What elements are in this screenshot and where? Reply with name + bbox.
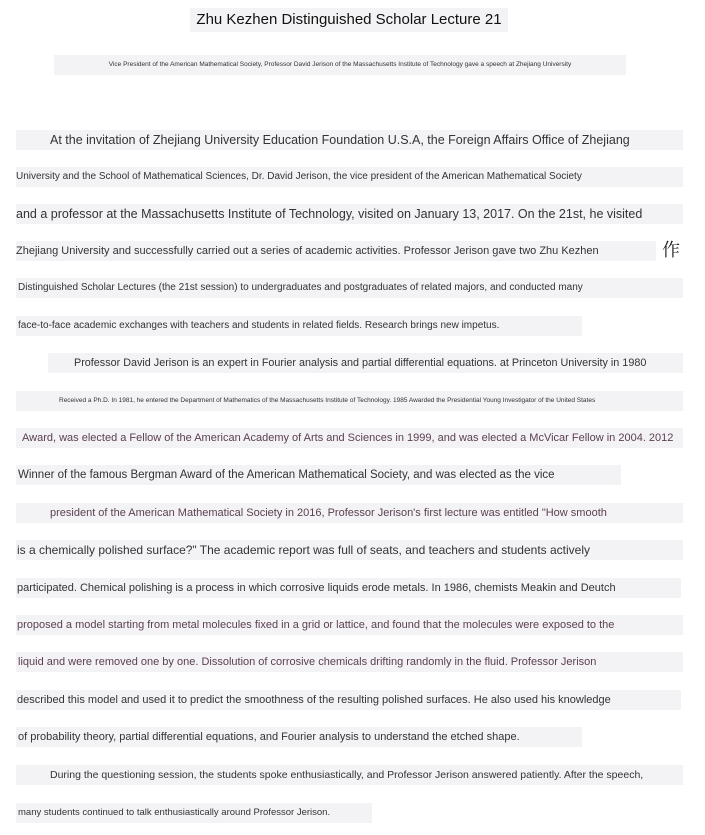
text-line: University and the School of Mathematical Sciences, Dr. David Jerison, the vice president of the American Mathematical Society (16, 167, 683, 187)
text-line: president of the American Mathematical Society in 2016, Professor Jerison's first lecture was entitled "How smooth (16, 503, 683, 523)
text-line: Zhejiang University and successfully carried out a series of academic activities. Professor Jerison gave two Zhu Kezhen (16, 241, 656, 261)
text-line: many students continued to talk enthusiastically around Professor Jerison. (16, 803, 372, 823)
text-line: Professor David Jerison is an expert in Fourier analysis and partial differential equations. at Princeton University in 1980 (48, 353, 683, 373)
text-line: liquid and were removed one by one. Dissolution of corrosive chemicals drifting randomly in the fluid. Professor Jerison (16, 652, 683, 672)
text-line: face-to-face academic exchanges with teachers and students in related fields. Research brings new impetus. (16, 316, 582, 336)
text-line: Award, was elected a Fellow of the American Academy of Arts and Sciences in 1999, and was elected a McVicar Fellow in 2004. 2012 (16, 428, 683, 448)
text-line: During the questioning session, the students spoke enthusiastically, and Professor Jerison answered patiently. After the speech, (16, 765, 683, 785)
text-line: Winner of the famous Bergman Award of the American Mathematical Society, and was elected as the vice (16, 465, 621, 485)
text-line: proposed a model starting from metal molecules fixed in a grid or lattice, and found that the molecules were exposed to the (16, 615, 683, 635)
text-line: is a chemically polished surface?" The academic report was full of seats, and teachers and students actively (16, 540, 683, 560)
side-character: 作 (662, 240, 680, 261)
page-title: Zhu Kezhen Distinguished Scholar Lecture 21 (190, 8, 508, 32)
text-line: and a professor at the Massachusetts Institute of Technology, visited on January 13, 2017. On the 21st, he visited (16, 204, 683, 224)
page-subtitle: Vice President of the American Mathematical Society, Professor David Jerison of the Massachusetts Institute of Technology gave a speech at Zhejiang University (54, 55, 626, 75)
text-line: described this model and used it to predict the smoothness of the resulting polished surfaces. He also used his knowledge (16, 690, 681, 710)
text-line: of probability theory, partial differential equations, and Fourier analysis to understand the etched shape. (16, 727, 582, 747)
text-line: Received a Ph.D. In 1981, he entered the Department of Mathematics of the Massachusetts Institute of Technology. 1985 Awarded the Presidential Young Investigator of the United States (16, 391, 683, 411)
text-line: At the invitation of Zhejiang University Education Foundation U.S.A, the Foreign Affairs Office of Zhejiang (16, 130, 683, 150)
text-line: Distinguished Scholar Lectures (the 21st session) to undergraduates and postgraduates of related majors, and conducted many (16, 278, 683, 298)
text-line: participated. Chemical polishing is a process in which corrosive liquids erode metals. In 1986, chemists Meakin and Deutch (16, 578, 681, 598)
